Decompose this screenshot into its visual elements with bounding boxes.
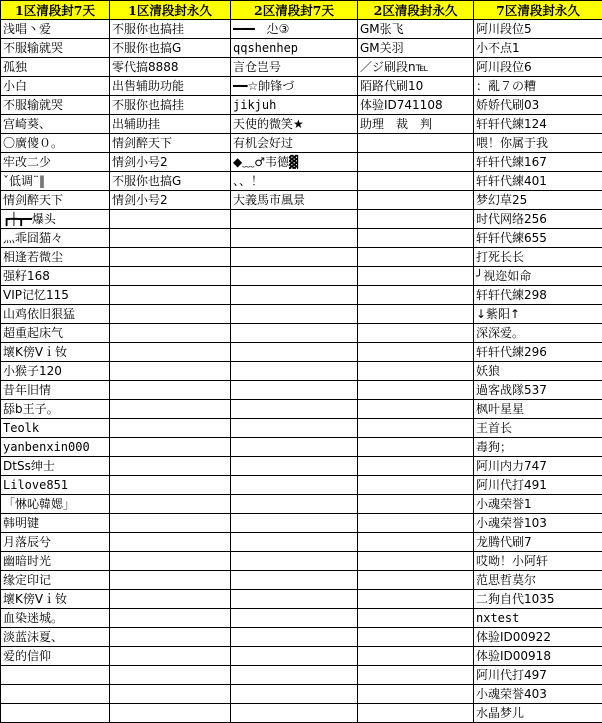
header-row — [1, 1, 602, 20]
table-cell[interactable]: 幽暗时光 — [1, 552, 110, 571]
table-row — [1, 666, 602, 685]
table-row — [1, 191, 602, 210]
table-row — [1, 495, 602, 514]
table-cell[interactable]: 昔年旧情 — [1, 381, 110, 400]
table-cell[interactable]: 出辅助挂 — [110, 115, 231, 134]
table-cell[interactable]: 娇娇代刷03 — [474, 96, 602, 115]
table-cell[interactable] — [110, 229, 231, 248]
table-cell[interactable] — [110, 476, 231, 495]
table-row — [1, 590, 602, 609]
table-row — [1, 381, 602, 400]
table-cell[interactable] — [358, 514, 474, 533]
table-cell[interactable]: 爱的信仰 — [1, 647, 110, 666]
table-cell[interactable]: 浅唱丶爱 — [1, 20, 110, 39]
column-header-3[interactable]: 2区清段封7天 — [231, 1, 358, 20]
table-cell[interactable]: 不服你也搞G — [110, 39, 231, 58]
table-cell[interactable] — [110, 704, 231, 723]
table-cell[interactable] — [358, 267, 474, 286]
table-cell[interactable]: ━━☆帥锋づ — [231, 77, 358, 96]
table-row — [1, 514, 602, 533]
table-cell[interactable] — [358, 134, 474, 153]
table-cell[interactable] — [231, 210, 358, 229]
table-cell[interactable]: 情剑醉天下 — [110, 134, 231, 153]
table-cell[interactable]: 轩轩代練298 — [474, 286, 602, 305]
table-cell[interactable]: 出售辅助功能 — [110, 77, 231, 96]
table-row — [1, 324, 602, 343]
table-cell[interactable] — [231, 514, 358, 533]
table-cell[interactable] — [110, 210, 231, 229]
table-cell[interactable]: 梦幻草25 — [474, 191, 602, 210]
table-cell[interactable]: 强籽168 — [1, 267, 110, 286]
table-cell[interactable]: GM张飞 — [358, 20, 474, 39]
table-cell[interactable] — [358, 438, 474, 457]
table-cell[interactable] — [358, 457, 474, 476]
table-cell[interactable]: 韩明键 — [1, 514, 110, 533]
table-cell[interactable]: 小魂荣誉103 — [474, 514, 602, 533]
table-cell[interactable]: 缘定印记 — [1, 571, 110, 590]
table-cell[interactable]: 龙腾代刷7 — [474, 533, 602, 552]
table-row — [1, 362, 602, 381]
table-cell[interactable]: 舔b王子。 — [1, 400, 110, 419]
column-header-1[interactable]: 1区清段封7天 — [1, 1, 110, 20]
table-cell[interactable]: 小魂荣誉403 — [474, 685, 602, 704]
table-cell[interactable]: Teolk — [1, 419, 110, 438]
table-cell[interactable]: ↓紫阳↑ — [474, 305, 602, 324]
table-cell[interactable]: 〇廣傻０。 — [1, 134, 110, 153]
table-cell[interactable] — [110, 590, 231, 609]
table-cell[interactable] — [110, 343, 231, 362]
table-row — [1, 58, 602, 77]
table-cell[interactable] — [358, 286, 474, 305]
table-cell[interactable]: 轩轩代練296 — [474, 343, 602, 362]
table-cell[interactable] — [231, 495, 358, 514]
table-cell[interactable]: 不服输就哭 — [1, 96, 110, 115]
table-cell[interactable] — [231, 286, 358, 305]
table-cell[interactable]: 小白 — [1, 77, 110, 96]
table-cell[interactable]: 月落辰兮 — [1, 533, 110, 552]
table-cell[interactable] — [110, 305, 231, 324]
table-cell[interactable] — [358, 343, 474, 362]
table-cell[interactable] — [231, 628, 358, 647]
table-cell[interactable] — [358, 229, 474, 248]
table-cell[interactable] — [110, 609, 231, 628]
table-cell[interactable] — [110, 400, 231, 419]
table-cell[interactable] — [110, 419, 231, 438]
table-row — [1, 343, 602, 362]
table-cell[interactable] — [358, 172, 474, 191]
column-header-4[interactable]: 2区清段封永久 — [358, 1, 474, 20]
table-cell[interactable] — [358, 628, 474, 647]
table-cell[interactable] — [110, 495, 231, 514]
table-row — [1, 533, 602, 552]
table-cell[interactable]: 体验ID741108 — [358, 96, 474, 115]
table-cell[interactable] — [231, 324, 358, 343]
table-row — [1, 77, 602, 96]
table-cell[interactable] — [231, 362, 358, 381]
table-cell[interactable]: 体验ID00922 — [474, 628, 602, 647]
table-cell[interactable] — [110, 552, 231, 571]
table-cell[interactable] — [358, 609, 474, 628]
table-cell[interactable]: 哎呦！小阿轩 — [474, 552, 602, 571]
table-row — [1, 571, 602, 590]
table-cell[interactable]: 相逢若微尘 — [1, 248, 110, 267]
table-cell[interactable]: 壞K傍Vｉ钕 — [1, 590, 110, 609]
table-row — [1, 400, 602, 419]
table-cell[interactable] — [358, 666, 474, 685]
table-cell[interactable]: 壞K傍Vｉ钕 — [1, 343, 110, 362]
table-cell[interactable]: 助理 裁 判 — [358, 115, 474, 134]
table-row — [1, 286, 602, 305]
table-cell[interactable]: 有机会好过 — [231, 134, 358, 153]
table-cell[interactable]: ／ジ刷段n℡ — [358, 58, 474, 77]
table-cell[interactable] — [231, 647, 358, 666]
table-cell[interactable] — [110, 571, 231, 590]
table-cell[interactable] — [231, 533, 358, 552]
table-cell[interactable]: 情剑醉天下 — [1, 191, 110, 210]
table-cell[interactable] — [110, 647, 231, 666]
table-cell[interactable] — [358, 400, 474, 419]
table-row — [1, 628, 602, 647]
table-row — [1, 96, 602, 115]
table-cell[interactable] — [110, 666, 231, 685]
table-cell[interactable] — [358, 362, 474, 381]
table-cell[interactable]: 過客战隊537 — [474, 381, 602, 400]
table-cell[interactable]: 喂！你属于我 — [474, 134, 602, 153]
table-cell[interactable] — [358, 210, 474, 229]
table-cell[interactable]: 血染迷城。 — [1, 609, 110, 628]
table-cell[interactable]: 陌路代刷10 — [358, 77, 474, 96]
table-cell[interactable] — [231, 248, 358, 267]
table-row — [1, 419, 602, 438]
table-cell[interactable]: ┏┿┳━爆头 — [1, 210, 110, 229]
table-cell[interactable] — [358, 552, 474, 571]
column-header-2[interactable]: 1区清段封永久 — [110, 1, 231, 20]
table-cell[interactable]: nxtest — [474, 609, 602, 628]
table-cell[interactable]: 阿川代打497 — [474, 666, 602, 685]
table-cell[interactable]: VIP记忆115 — [1, 286, 110, 305]
table-cell[interactable]: 零代搞8888 — [110, 58, 231, 77]
table-cell[interactable]: 枫叶星星 — [474, 400, 602, 419]
table-cell[interactable] — [231, 590, 358, 609]
table-cell[interactable]: 王首长 — [474, 419, 602, 438]
table-cell[interactable] — [231, 457, 358, 476]
table-row — [1, 20, 602, 39]
table-row — [1, 438, 602, 457]
table-cell[interactable]: yanbenxin000 — [1, 438, 110, 457]
table-cell[interactable]: 、、！ — [231, 172, 358, 191]
table-cell[interactable]: 毒狗； — [474, 438, 602, 457]
table-row — [1, 704, 602, 723]
table-row — [1, 476, 602, 495]
table-cell[interactable] — [358, 533, 474, 552]
table-row — [1, 39, 602, 58]
table-cell[interactable]: 妖狼 — [474, 362, 602, 381]
table-cell[interactable]: 超重起床气 — [1, 324, 110, 343]
table-cell[interactable] — [1, 666, 110, 685]
table-cell[interactable] — [110, 381, 231, 400]
table-cell[interactable]: 宫崎葵、 — [1, 115, 110, 134]
table-row — [1, 115, 602, 134]
table-cell[interactable]: ╯视迩如命 — [474, 267, 602, 286]
table-cell[interactable] — [231, 685, 358, 704]
table-cell[interactable]: 打死长长 — [474, 248, 602, 267]
table-cell[interactable] — [110, 685, 231, 704]
table-cell[interactable] — [110, 628, 231, 647]
table-cell[interactable] — [110, 362, 231, 381]
table-cell[interactable]: ━━━ 尐③ — [231, 20, 358, 39]
table-cell[interactable]: DtSs绅士 — [1, 457, 110, 476]
table-cell[interactable] — [358, 248, 474, 267]
column-header-5[interactable]: 7区清段封永久 — [474, 1, 602, 20]
table-cell[interactable]: 轩轩代練167 — [474, 153, 602, 172]
table-cell[interactable]: 范思哲莫尔 — [474, 571, 602, 590]
table-cell[interactable]: GM关羽 — [358, 39, 474, 58]
table-row — [1, 609, 602, 628]
table-cell[interactable] — [358, 495, 474, 514]
table-cell[interactable]: 不服你也搞挂 — [110, 96, 231, 115]
table-cell[interactable] — [231, 305, 358, 324]
table-cell[interactable]: 情剑小号2 — [110, 153, 231, 172]
table-cell[interactable]: 阿川段位6 — [474, 58, 602, 77]
table-cell[interactable]: ：亂７の糟 — [474, 77, 602, 96]
table-row — [1, 248, 602, 267]
table-cell[interactable] — [358, 381, 474, 400]
table-cell[interactable] — [110, 457, 231, 476]
table-cell[interactable] — [358, 419, 474, 438]
table-cell[interactable]: 阿川段位5 — [474, 20, 602, 39]
table-row — [1, 172, 602, 191]
table-cell[interactable] — [231, 438, 358, 457]
table-row — [1, 685, 602, 704]
table-row — [1, 457, 602, 476]
table-cell[interactable]: jikjuh — [231, 96, 358, 115]
table-cell[interactable]: 不服输就哭 — [1, 39, 110, 58]
table-cell[interactable] — [110, 438, 231, 457]
table-cell[interactable] — [358, 704, 474, 723]
table-cell[interactable] — [358, 153, 474, 172]
table-cell[interactable] — [358, 191, 474, 210]
table-cell[interactable] — [358, 305, 474, 324]
table-cell[interactable]: 阿川代打491 — [474, 476, 602, 495]
table-cell[interactable]: 水晶梦儿 — [474, 704, 602, 723]
table-cell[interactable] — [358, 590, 474, 609]
table-cell[interactable] — [231, 666, 358, 685]
table-cell[interactable] — [1, 704, 110, 723]
table-cell[interactable]: 小猴子120 — [1, 362, 110, 381]
table-cell[interactable]: 轩轩代練124 — [474, 115, 602, 134]
table-cell[interactable] — [231, 609, 358, 628]
table-cell[interactable] — [110, 324, 231, 343]
table-cell[interactable]: 灬乖囧猫々 — [1, 229, 110, 248]
table-cell[interactable]: 山鸡依旧狠猛 — [1, 305, 110, 324]
table-row — [1, 305, 602, 324]
table-cell[interactable]: 不服你也搞挂 — [110, 20, 231, 39]
table-body — [1, 20, 602, 723]
table-cell[interactable]: 轩轩代練401 — [474, 172, 602, 191]
table-row — [1, 647, 602, 666]
table-cell[interactable]: 深深爱。 — [474, 324, 602, 343]
table-cell[interactable]: 言仓岂号 — [231, 58, 358, 77]
table-cell[interactable]: 大義馬市風景 — [231, 191, 358, 210]
table-cell[interactable] — [110, 248, 231, 267]
table-cell[interactable]: 情剑小号2 — [110, 191, 231, 210]
table-cell[interactable] — [358, 324, 474, 343]
table-cell[interactable] — [358, 685, 474, 704]
table-cell[interactable] — [231, 229, 358, 248]
table-row — [1, 552, 602, 571]
table-cell[interactable] — [1, 685, 110, 704]
table-cell[interactable]: 小魂荣誉1 — [474, 495, 602, 514]
table-cell[interactable] — [110, 267, 231, 286]
table-cell[interactable]: 小不点1 — [474, 39, 602, 58]
table-cell[interactable] — [231, 381, 358, 400]
table-cell[interactable]: 体验ID00918 — [474, 647, 602, 666]
table-cell[interactable]: 时代网络256 — [474, 210, 602, 229]
table-cell[interactable]: ˇ低调¨‖ — [1, 172, 110, 191]
table-cell[interactable] — [231, 343, 358, 362]
table-row — [1, 134, 602, 153]
table-cell[interactable] — [110, 286, 231, 305]
table-cell[interactable]: 二狗自代1035 — [474, 590, 602, 609]
table-cell[interactable]: 天使的微笑★ — [231, 115, 358, 134]
table-cell[interactable] — [231, 704, 358, 723]
table-cell[interactable] — [231, 476, 358, 495]
table-cell[interactable] — [358, 476, 474, 495]
table-row — [1, 153, 602, 172]
table-cell[interactable] — [110, 533, 231, 552]
table-cell[interactable]: 阿川内力747 — [474, 457, 602, 476]
table-row — [1, 229, 602, 248]
table-cell[interactable] — [231, 267, 358, 286]
table-cell[interactable] — [231, 571, 358, 590]
table-row — [1, 210, 602, 229]
table-cell[interactable]: ◆﹏♂韦德▓ — [231, 153, 358, 172]
table-cell[interactable] — [110, 514, 231, 533]
table-cell[interactable]: 孤独 — [1, 58, 110, 77]
table-cell[interactable]: 不服你也搞G — [110, 172, 231, 191]
table-row — [1, 267, 602, 286]
table-cell[interactable]: qqshenhep — [231, 39, 358, 58]
table-cell[interactable] — [358, 647, 474, 666]
table-cell[interactable]: 牢改二少 — [1, 153, 110, 172]
table-cell[interactable] — [358, 571, 474, 590]
table-cell[interactable] — [231, 552, 358, 571]
table-cell[interactable]: 淡蓝沫夏、 — [1, 628, 110, 647]
table-cell[interactable] — [231, 419, 358, 438]
table-cell[interactable]: Lilove851 — [1, 476, 110, 495]
table-cell[interactable]: 「惏吣韓媤」 — [1, 495, 110, 514]
table-cell[interactable] — [231, 400, 358, 419]
table-cell[interactable]: 轩轩代練655 — [474, 229, 602, 248]
